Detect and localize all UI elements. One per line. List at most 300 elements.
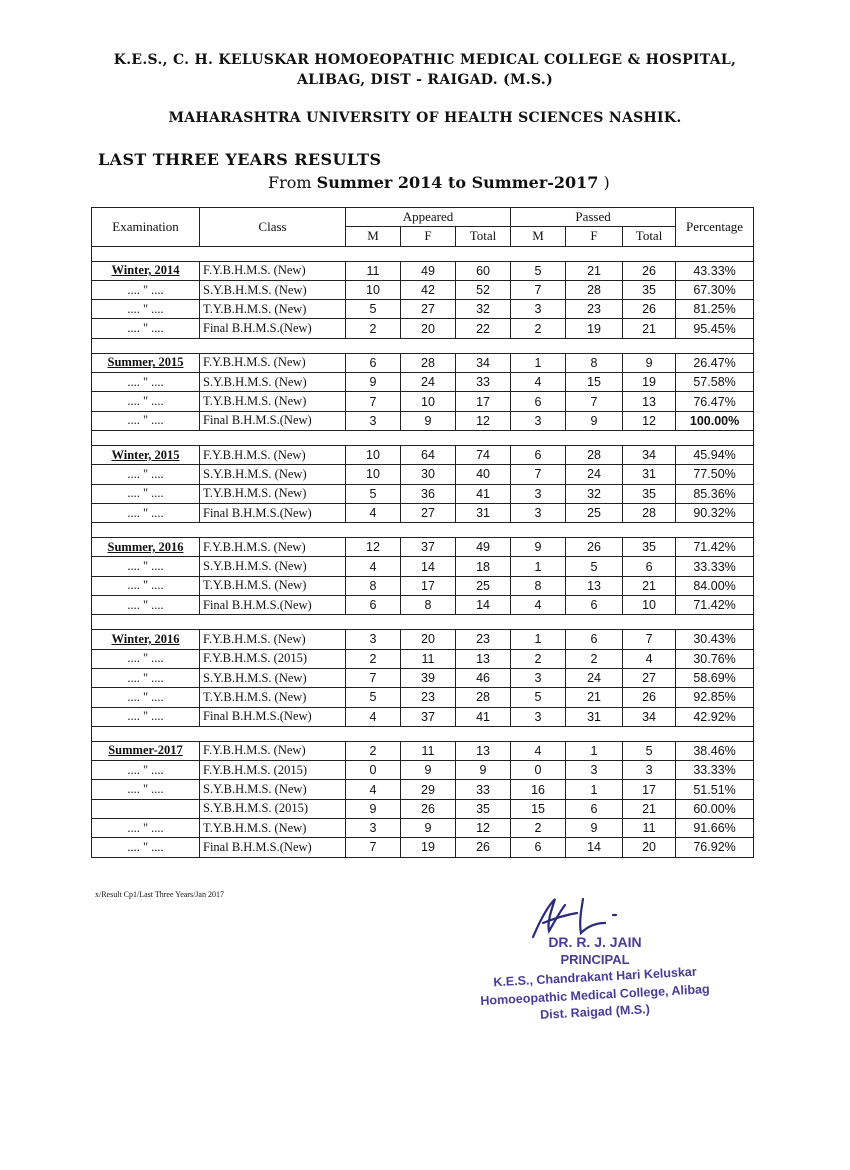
percentage-cell: 51.51%	[676, 780, 754, 799]
spacer-cell	[92, 430, 754, 445]
percentage-cell: 76.92%	[676, 838, 754, 857]
spacer-cell	[92, 338, 754, 353]
table-row	[92, 503, 754, 522]
appeared-m-cell: 7	[346, 392, 401, 411]
passed-f-cell: 32	[566, 484, 623, 503]
passed-f-cell: 24	[566, 465, 623, 484]
appeared-m-cell: 9	[346, 373, 401, 392]
passed-total-cell: 34	[623, 445, 676, 464]
table-row	[92, 649, 754, 668]
table-row	[92, 300, 754, 319]
passed-total-cell: 28	[623, 503, 676, 522]
appeared-f-cell: 64	[401, 445, 456, 464]
class-cell: Final B.H.M.S.(New)	[200, 707, 346, 726]
table-row	[92, 465, 754, 484]
appeared-m-cell: 3	[346, 411, 401, 430]
class-cell: S.Y.B.H.M.S. (2015)	[200, 799, 346, 818]
appeared-total-cell: 28	[456, 688, 511, 707]
percentage-cell: 71.42%	[676, 596, 754, 615]
table-row	[92, 373, 754, 392]
percentage-cell: 57.58%	[676, 373, 754, 392]
appeared-total-cell: 40	[456, 465, 511, 484]
passed-m-cell: 5	[511, 688, 566, 707]
class-cell: F.Y.B.H.M.S. (New)	[200, 353, 346, 372]
passed-f-cell: 25	[566, 503, 623, 522]
spacer-cell	[92, 726, 754, 741]
appeared-m-cell: 8	[346, 576, 401, 595]
group-spacer	[92, 523, 754, 538]
subtitle-suffix: )	[598, 173, 610, 192]
appeared-total-cell: 74	[456, 445, 511, 464]
header-passed-m: M	[511, 227, 566, 246]
appeared-f-cell: 26	[401, 799, 456, 818]
passed-m-cell: 3	[511, 300, 566, 319]
percentage-cell: 77.50%	[676, 465, 754, 484]
appeared-m-cell: 6	[346, 353, 401, 372]
results-table	[91, 207, 754, 858]
appeared-f-cell: 49	[401, 261, 456, 280]
spacer-cell	[92, 246, 754, 261]
exam-cell: .... " ....	[92, 319, 200, 338]
appeared-f-cell: 19	[401, 838, 456, 857]
passed-total-cell: 11	[623, 819, 676, 838]
class-cell: S.Y.B.H.M.S. (New)	[200, 465, 346, 484]
passed-m-cell: 1	[511, 630, 566, 649]
exam-cell: .... " ....	[92, 596, 200, 615]
appeared-m-cell: 5	[346, 688, 401, 707]
group-spacer	[92, 615, 754, 630]
appeared-m-cell: 2	[346, 741, 401, 760]
header-appeared-total: Total	[456, 227, 511, 246]
header-passed-total: Total	[623, 227, 676, 246]
class-cell: Final B.H.M.S.(New)	[200, 319, 346, 338]
appeared-f-cell: 20	[401, 319, 456, 338]
passed-m-cell: 3	[511, 411, 566, 430]
exam-cell: .... " ....	[92, 300, 200, 319]
passed-f-cell: 26	[566, 538, 623, 557]
class-cell: Final B.H.M.S.(New)	[200, 503, 346, 522]
stamp-name: DR. R. J. JAIN	[548, 934, 642, 950]
table-row	[92, 741, 754, 760]
percentage-cell: 58.69%	[676, 668, 754, 687]
appeared-total-cell: 25	[456, 576, 511, 595]
table-row	[92, 280, 754, 299]
percentage-cell: 90.32%	[676, 503, 754, 522]
section-subtitle	[268, 173, 610, 192]
passed-f-cell: 6	[566, 630, 623, 649]
appeared-m-cell: 4	[346, 503, 401, 522]
exam-cell: .... " ....	[92, 780, 200, 799]
percentage-cell: 30.76%	[676, 649, 754, 668]
appeared-f-cell: 42	[401, 280, 456, 299]
class-cell: Final B.H.M.S.(New)	[200, 411, 346, 430]
appeared-f-cell: 11	[401, 649, 456, 668]
passed-total-cell: 21	[623, 319, 676, 338]
table-row	[92, 761, 754, 780]
subtitle-range: Summer 2014 to Summer-2017	[316, 173, 599, 192]
exam-cell: .... " ....	[92, 373, 200, 392]
passed-f-cell: 15	[566, 373, 623, 392]
appeared-f-cell: 20	[401, 630, 456, 649]
passed-f-cell: 9	[566, 411, 623, 430]
appeared-total-cell: 31	[456, 503, 511, 522]
passed-m-cell: 15	[511, 799, 566, 818]
header-appeared-f: F	[401, 227, 456, 246]
appeared-m-cell: 4	[346, 780, 401, 799]
header-appeared: Appeared	[346, 208, 511, 227]
class-cell: T.Y.B.H.M.S. (New)	[200, 819, 346, 838]
appeared-total-cell: 41	[456, 707, 511, 726]
exam-cell: .... " ....	[92, 484, 200, 503]
passed-m-cell: 3	[511, 707, 566, 726]
appeared-m-cell: 4	[346, 557, 401, 576]
table-row	[92, 557, 754, 576]
passed-total-cell: 9	[623, 353, 676, 372]
college-name: K.E.S., C. H. KELUSKAR HOMOEOPATHIC MEDICAL COLLEGE & HOSPITAL,	[113, 52, 737, 68]
table-row	[92, 630, 754, 649]
appeared-total-cell: 12	[456, 411, 511, 430]
percentage-cell: 43.33%	[676, 261, 754, 280]
stamp-line-3: Dist. Raigad (M.S.)	[539, 1002, 651, 1022]
passed-m-cell: 5	[511, 261, 566, 280]
passed-f-cell: 5	[566, 557, 623, 576]
university-name: MAHARASHTRA UNIVERSITY OF HEALTH SCIENCES NASHIK.	[168, 110, 682, 126]
passed-m-cell: 4	[511, 741, 566, 760]
passed-total-cell: 35	[623, 484, 676, 503]
results-body	[92, 246, 754, 857]
passed-f-cell: 31	[566, 707, 623, 726]
appeared-m-cell: 10	[346, 445, 401, 464]
appeared-total-cell: 49	[456, 538, 511, 557]
file-reference: x/Result Cp1/Last Three Years/Jan 2017	[95, 890, 224, 899]
exam-cell: .... " ....	[92, 503, 200, 522]
appeared-f-cell: 23	[401, 688, 456, 707]
group-spacer	[92, 338, 754, 353]
percentage-cell: 85.36%	[676, 484, 754, 503]
passed-total-cell: 21	[623, 799, 676, 818]
table-row	[92, 261, 754, 280]
appeared-total-cell: 18	[456, 557, 511, 576]
appeared-m-cell: 7	[346, 668, 401, 687]
class-cell: F.Y.B.H.M.S. (2015)	[200, 649, 346, 668]
passed-m-cell: 2	[511, 819, 566, 838]
passed-m-cell: 6	[511, 392, 566, 411]
passed-f-cell: 28	[566, 445, 623, 464]
appeared-f-cell: 24	[401, 373, 456, 392]
passed-total-cell: 20	[623, 838, 676, 857]
table-row	[92, 596, 754, 615]
appeared-m-cell: 12	[346, 538, 401, 557]
appeared-total-cell: 35	[456, 799, 511, 818]
class-cell: S.Y.B.H.M.S. (New)	[200, 557, 346, 576]
passed-m-cell: 2	[511, 649, 566, 668]
passed-f-cell: 23	[566, 300, 623, 319]
class-cell: T.Y.B.H.M.S. (New)	[200, 300, 346, 319]
passed-f-cell: 7	[566, 392, 623, 411]
class-cell: Final B.H.M.S.(New)	[200, 838, 346, 857]
passed-f-cell: 19	[566, 319, 623, 338]
table-row	[92, 319, 754, 338]
group-spacer	[92, 726, 754, 741]
appeared-f-cell: 11	[401, 741, 456, 760]
percentage-cell: 60.00%	[676, 799, 754, 818]
appeared-total-cell: 13	[456, 741, 511, 760]
appeared-total-cell: 17	[456, 392, 511, 411]
appeared-m-cell: 2	[346, 649, 401, 668]
header-appeared-m: M	[346, 227, 401, 246]
table-row	[92, 392, 754, 411]
percentage-cell: 26.47%	[676, 353, 754, 372]
table-row	[92, 353, 754, 372]
table-row	[92, 707, 754, 726]
table-row	[92, 484, 754, 503]
passed-f-cell: 1	[566, 741, 623, 760]
header-passed: Passed	[511, 208, 676, 227]
appeared-f-cell: 29	[401, 780, 456, 799]
percentage-cell: 95.45%	[676, 319, 754, 338]
appeared-f-cell: 27	[401, 300, 456, 319]
appeared-f-cell: 17	[401, 576, 456, 595]
stamp-title: PRINCIPAL	[560, 952, 630, 967]
passed-f-cell: 1	[566, 780, 623, 799]
passed-m-cell: 4	[511, 596, 566, 615]
exam-cell: .... " ....	[92, 668, 200, 687]
appeared-total-cell: 13	[456, 649, 511, 668]
appeared-total-cell: 33	[456, 373, 511, 392]
passed-f-cell: 6	[566, 799, 623, 818]
appeared-m-cell: 0	[346, 761, 401, 780]
passed-total-cell: 26	[623, 261, 676, 280]
passed-m-cell: 0	[511, 761, 566, 780]
exam-cell: .... " ....	[92, 819, 200, 838]
passed-f-cell: 21	[566, 688, 623, 707]
section-title: LAST THREE YEARS RESULTS	[98, 150, 382, 169]
passed-m-cell: 6	[511, 838, 566, 857]
exam-cell: .... " ....	[92, 838, 200, 857]
passed-total-cell: 26	[623, 688, 676, 707]
passed-f-cell: 14	[566, 838, 623, 857]
header-class: Class	[200, 208, 346, 247]
class-cell: T.Y.B.H.M.S. (New)	[200, 484, 346, 503]
percentage-cell: 67.30%	[676, 280, 754, 299]
appeared-f-cell: 8	[401, 596, 456, 615]
passed-f-cell: 2	[566, 649, 623, 668]
percentage-cell: 92.85%	[676, 688, 754, 707]
appeared-total-cell: 9	[456, 761, 511, 780]
passed-total-cell: 5	[623, 741, 676, 760]
percentage-cell: 33.33%	[676, 557, 754, 576]
exam-cell: .... " ....	[92, 649, 200, 668]
appeared-f-cell: 37	[401, 707, 456, 726]
exam-cell: Summer, 2016	[92, 538, 200, 557]
passed-f-cell: 24	[566, 668, 623, 687]
class-cell: F.Y.B.H.M.S. (New)	[200, 261, 346, 280]
passed-m-cell: 7	[511, 465, 566, 484]
appeared-f-cell: 9	[401, 761, 456, 780]
exam-cell: .... " ....	[92, 557, 200, 576]
table-row	[92, 688, 754, 707]
passed-total-cell: 17	[623, 780, 676, 799]
passed-f-cell: 9	[566, 819, 623, 838]
percentage-cell: 100.00%	[676, 411, 754, 430]
college-address: ALIBAG, DIST - RAIGAD. (M.S.)	[297, 72, 553, 88]
percentage-cell: 81.25%	[676, 300, 754, 319]
appeared-f-cell: 37	[401, 538, 456, 557]
header-examination: Examination	[92, 208, 200, 247]
percentage-cell: 42.92%	[676, 707, 754, 726]
exam-cell	[92, 799, 200, 818]
passed-f-cell: 6	[566, 596, 623, 615]
exam-cell: Winter, 2016	[92, 630, 200, 649]
spacer-cell	[92, 615, 754, 630]
class-cell: F.Y.B.H.M.S. (New)	[200, 445, 346, 464]
passed-total-cell: 4	[623, 649, 676, 668]
passed-f-cell: 28	[566, 280, 623, 299]
class-cell: F.Y.B.H.M.S. (New)	[200, 630, 346, 649]
appeared-f-cell: 39	[401, 668, 456, 687]
table-row	[92, 445, 754, 464]
table-row	[92, 538, 754, 557]
passed-total-cell: 7	[623, 630, 676, 649]
appeared-total-cell: 41	[456, 484, 511, 503]
stamp-line-1: K.E.S., Chandrakant Hari Keluskar	[492, 964, 697, 990]
class-cell: Final B.H.M.S.(New)	[200, 596, 346, 615]
appeared-m-cell: 3	[346, 630, 401, 649]
appeared-total-cell: 60	[456, 261, 511, 280]
passed-m-cell: 4	[511, 373, 566, 392]
appeared-f-cell: 9	[401, 411, 456, 430]
exam-cell: .... " ....	[92, 688, 200, 707]
passed-m-cell: 16	[511, 780, 566, 799]
appeared-m-cell: 10	[346, 465, 401, 484]
appeared-total-cell: 22	[456, 319, 511, 338]
appeared-f-cell: 27	[401, 503, 456, 522]
appeared-m-cell: 6	[346, 596, 401, 615]
percentage-cell: 45.94%	[676, 445, 754, 464]
exam-cell: .... " ....	[92, 465, 200, 484]
passed-f-cell: 21	[566, 261, 623, 280]
appeared-total-cell: 14	[456, 596, 511, 615]
group-spacer	[92, 246, 754, 261]
passed-total-cell: 19	[623, 373, 676, 392]
exam-cell: .... " ....	[92, 411, 200, 430]
table-row	[92, 576, 754, 595]
passed-total-cell: 12	[623, 411, 676, 430]
table-row	[92, 819, 754, 838]
appeared-total-cell: 26	[456, 838, 511, 857]
percentage-cell: 71.42%	[676, 538, 754, 557]
table-row	[92, 780, 754, 799]
percentage-cell: 76.47%	[676, 392, 754, 411]
passed-f-cell: 13	[566, 576, 623, 595]
header-percentage: Percentage	[676, 208, 754, 247]
appeared-m-cell: 7	[346, 838, 401, 857]
passed-m-cell: 2	[511, 319, 566, 338]
appeared-total-cell: 34	[456, 353, 511, 372]
class-cell: S.Y.B.H.M.S. (New)	[200, 280, 346, 299]
subtitle-prefix: From	[268, 173, 317, 192]
appeared-f-cell: 36	[401, 484, 456, 503]
passed-m-cell: 1	[511, 557, 566, 576]
appeared-m-cell: 9	[346, 799, 401, 818]
stamp-line-2: Homoeopathic Medical College, Alibag	[480, 982, 710, 1008]
passed-m-cell: 6	[511, 445, 566, 464]
appeared-f-cell: 14	[401, 557, 456, 576]
exam-cell: Summer-2017	[92, 741, 200, 760]
percentage-cell: 38.46%	[676, 741, 754, 760]
exam-cell: Summer, 2015	[92, 353, 200, 372]
exam-cell: Winter, 2015	[92, 445, 200, 464]
appeared-f-cell: 28	[401, 353, 456, 372]
appeared-f-cell: 10	[401, 392, 456, 411]
appeared-total-cell: 52	[456, 280, 511, 299]
passed-total-cell: 3	[623, 761, 676, 780]
passed-m-cell: 7	[511, 280, 566, 299]
passed-m-cell: 3	[511, 484, 566, 503]
appeared-m-cell: 4	[346, 707, 401, 726]
passed-total-cell: 35	[623, 280, 676, 299]
exam-cell: .... " ....	[92, 761, 200, 780]
appeared-m-cell: 5	[346, 300, 401, 319]
percentage-cell: 30.43%	[676, 630, 754, 649]
class-cell: T.Y.B.H.M.S. (New)	[200, 576, 346, 595]
passed-total-cell: 21	[623, 576, 676, 595]
percentage-cell: 84.00%	[676, 576, 754, 595]
appeared-m-cell: 3	[346, 819, 401, 838]
passed-f-cell: 8	[566, 353, 623, 372]
appeared-total-cell: 33	[456, 780, 511, 799]
passed-m-cell: 1	[511, 353, 566, 372]
appeared-total-cell: 46	[456, 668, 511, 687]
class-cell: T.Y.B.H.M.S. (New)	[200, 688, 346, 707]
passed-m-cell: 8	[511, 576, 566, 595]
passed-total-cell: 6	[623, 557, 676, 576]
passed-m-cell: 3	[511, 503, 566, 522]
appeared-m-cell: 11	[346, 261, 401, 280]
table-row	[92, 411, 754, 430]
appeared-m-cell: 5	[346, 484, 401, 503]
exam-cell: .... " ....	[92, 392, 200, 411]
class-cell: S.Y.B.H.M.S. (New)	[200, 780, 346, 799]
appeared-f-cell: 9	[401, 819, 456, 838]
passed-total-cell: 13	[623, 392, 676, 411]
group-spacer	[92, 430, 754, 445]
class-cell: F.Y.B.H.M.S. (New)	[200, 741, 346, 760]
exam-cell: .... " ....	[92, 576, 200, 595]
appeared-f-cell: 30	[401, 465, 456, 484]
appeared-total-cell: 32	[456, 300, 511, 319]
table-row	[92, 668, 754, 687]
passed-total-cell: 34	[623, 707, 676, 726]
exam-cell: Winter, 2014	[92, 261, 200, 280]
passed-total-cell: 35	[623, 538, 676, 557]
class-cell: S.Y.B.H.M.S. (New)	[200, 668, 346, 687]
appeared-m-cell: 2	[346, 319, 401, 338]
header-passed-f: F	[566, 227, 623, 246]
table-row	[92, 838, 754, 857]
passed-total-cell: 31	[623, 465, 676, 484]
table-row	[92, 799, 754, 818]
appeared-total-cell: 23	[456, 630, 511, 649]
percentage-cell: 91.66%	[676, 819, 754, 838]
class-cell: F.Y.B.H.M.S. (New)	[200, 538, 346, 557]
exam-cell: .... " ....	[92, 280, 200, 299]
percentage-cell: 33.33%	[676, 761, 754, 780]
passed-total-cell: 10	[623, 596, 676, 615]
appeared-m-cell: 10	[346, 280, 401, 299]
appeared-total-cell: 12	[456, 819, 511, 838]
exam-cell: .... " ....	[92, 707, 200, 726]
